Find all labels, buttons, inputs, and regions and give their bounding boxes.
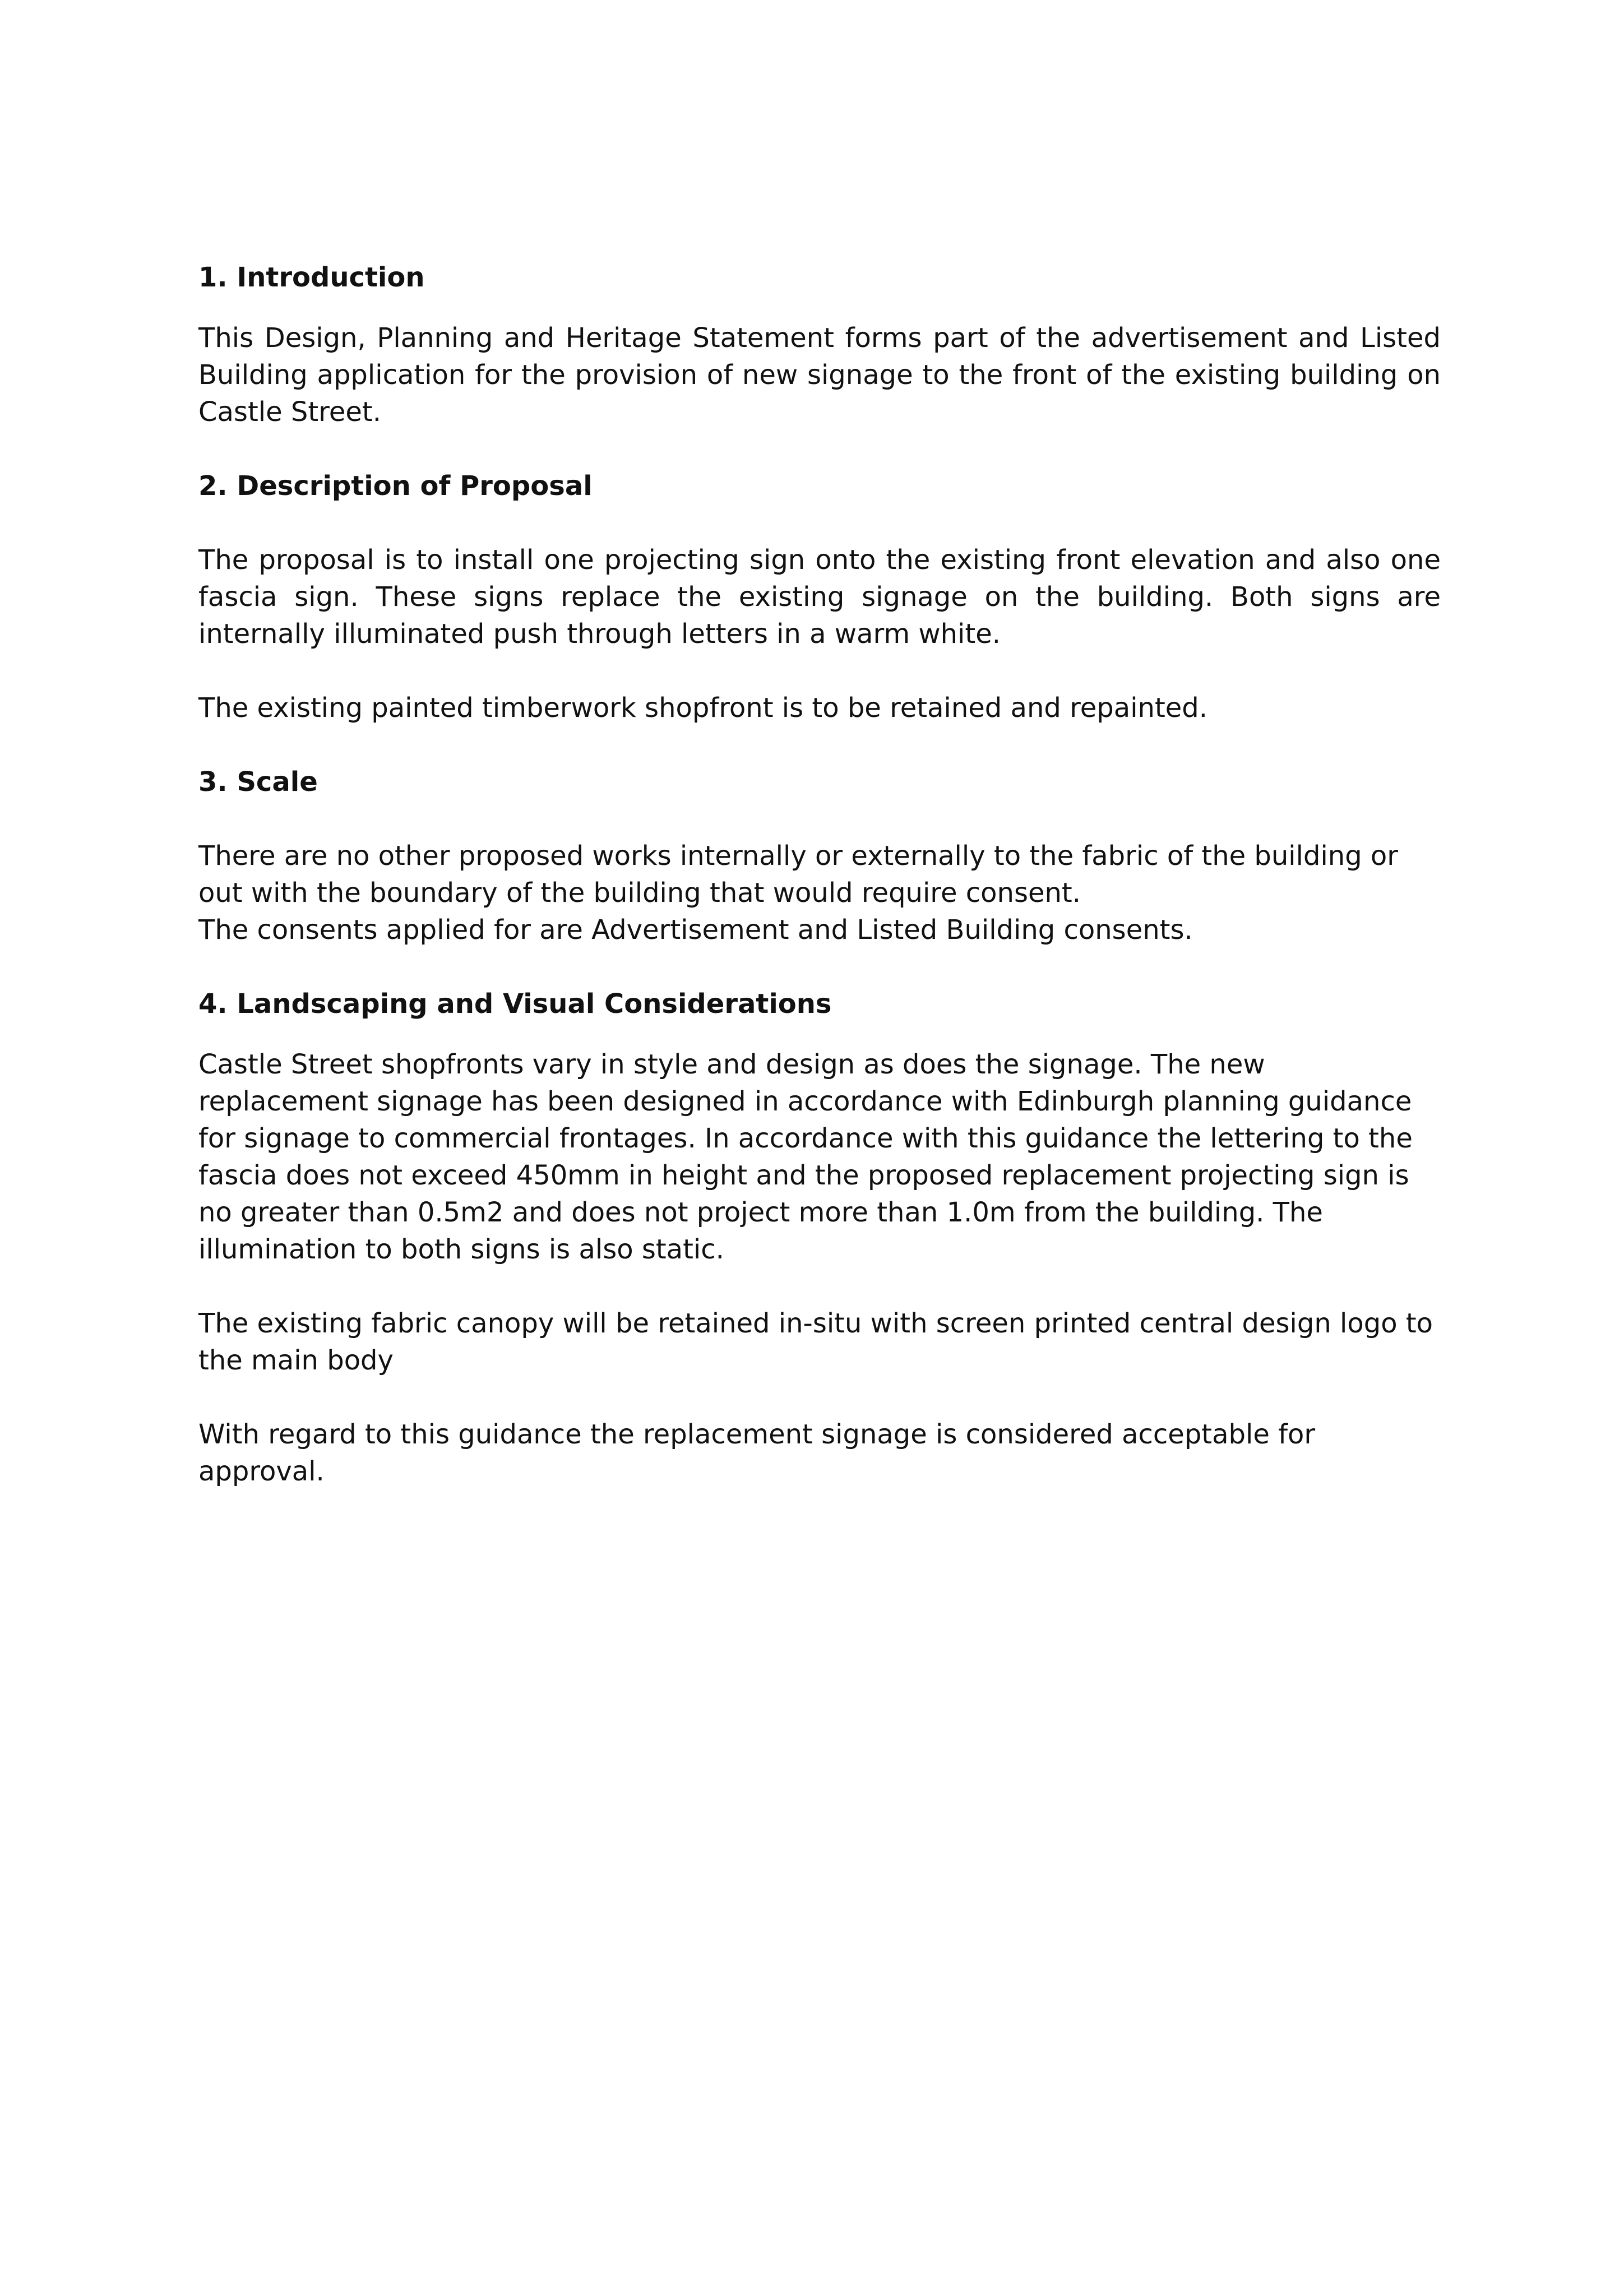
landscaping-paragraph-2: The existing fabric canopy will be retained in-situ with screen printed central design logo to the main body	[198, 1308, 1433, 1376]
scale-paragraph-1: There are no other proposed works internally or externally to the fabric of the building or out with the boundary of the building that would require consent.	[198, 840, 1399, 909]
document-body	[198, 259, 1441, 1490]
landscaping-paragraph-1: Castle Street shopfronts vary in style and design as does the signage. The new replacement signage has been designed in accordance with Edinburgh planning guidance for signage to commercial frontages. In accordance with this guidance the lettering to the fascia does not exceed 450mm in height and the proposed replacement projecting sign is no greater than 0.5m2 and does not project more than 1.0m from the building. The illumination to both signs is also static.	[198, 1049, 1413, 1265]
landscaping-paragraph-3: With regard to this guidance the replacement signage is considered acceptable for approval.	[198, 1419, 1316, 1487]
section-heading-scale: 3. Scale	[198, 766, 318, 798]
description-paragraph-2: The existing painted timberwork shopfront is to be retained and repainted.	[198, 692, 1208, 724]
section-heading-description: 2. Description of Proposal	[198, 470, 593, 502]
section-heading-landscaping: 4. Landscaping and Visual Considerations	[198, 988, 832, 1020]
introduction-paragraph: This Design, Planning and Heritage Statement forms part of the advertisement and Listed Building application for the provision of new signage to the front of the existing building on Castle Street.	[198, 322, 1441, 428]
section-heading-introduction: 1. Introduction	[198, 262, 425, 293]
description-paragraph-1: The proposal is to install one projecting sign onto the existing front elevation and also one fascia sign. These signs replace the existing signage on the building. Both signs are internally illuminated push through letters in a warm white.	[198, 544, 1441, 650]
scale-paragraph-2: The consents applied for are Advertisement and Listed Building consents.	[198, 914, 1193, 946]
